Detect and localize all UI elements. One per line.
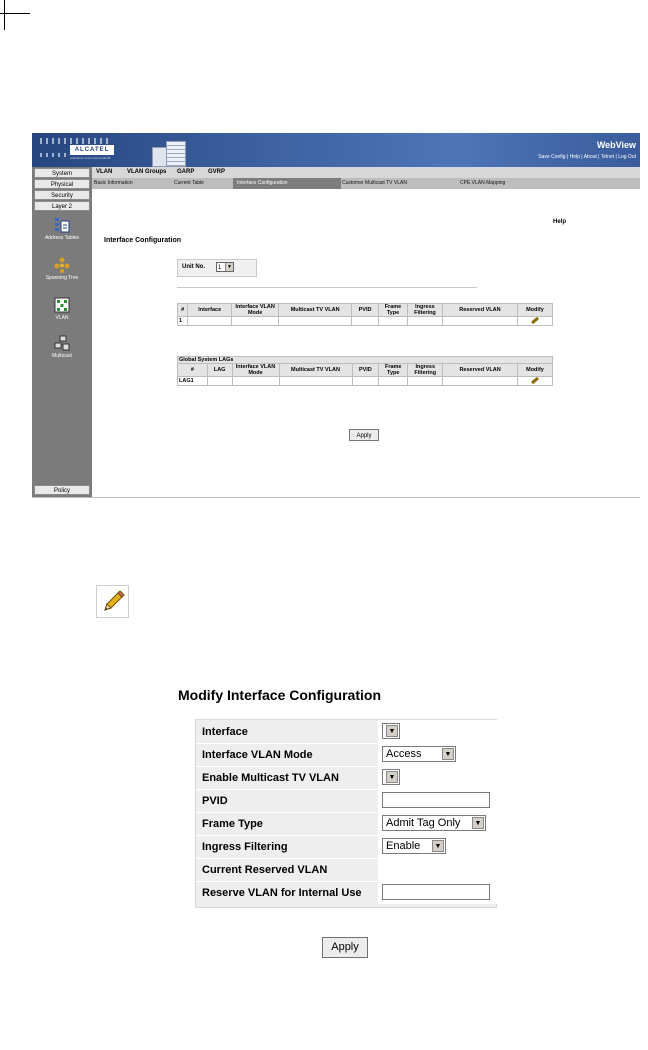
frame-type-value: Admit Tag Only (386, 817, 461, 829)
crop-mark-vertical (4, 0, 5, 30)
column-header: Multicast TV VLAN (279, 304, 352, 317)
form-row-current-reserved-vlan (196, 858, 496, 882)
column-header: PVID (352, 364, 379, 377)
tab-gvrp[interactable]: GVRP (208, 169, 226, 175)
tab-vlan-groups[interactable]: VLAN Groups (127, 169, 167, 175)
column-header: LAG (207, 364, 232, 377)
unit-label: Unit No. (182, 264, 205, 270)
column-header: # (178, 304, 188, 317)
form-row-ingress-filtering (196, 835, 496, 859)
cell (279, 377, 352, 386)
enable-multicast-tv-vlan-label: Enable Multicast TV VLAN (202, 772, 339, 784)
cell (442, 317, 517, 326)
sidebar-system-button[interactable]: System (34, 168, 90, 178)
ingress-filtering-label: Ingress Filtering (202, 841, 288, 853)
form-cell (378, 881, 497, 904)
interface-select[interactable] (382, 723, 400, 739)
cell (352, 377, 379, 386)
apply-button[interactable]: Apply (322, 937, 368, 958)
pvid-input[interactable] (382, 792, 490, 808)
sidebar-item-vlan[interactable] (32, 297, 92, 321)
app-name: WebView (596, 140, 636, 150)
row-id: LAG1 (178, 377, 208, 386)
address-tables-icon (54, 217, 70, 233)
about-link[interactable]: About (583, 154, 597, 160)
logo-dots (40, 138, 110, 144)
cell (188, 317, 232, 326)
pencil-icon (96, 585, 129, 618)
column-header: Multicast TV VLAN (279, 364, 352, 377)
sidebar-item-multicast[interactable] (32, 335, 92, 359)
enable-multicast-tv-vlan-select[interactable] (382, 769, 400, 785)
webview-screenshot (32, 133, 640, 498)
reserve-vlan-internal-label: Reserve VLAN for Internal Use (202, 887, 362, 899)
frame-type-select[interactable] (382, 815, 486, 831)
chevron-down-icon: ▼ (472, 817, 484, 829)
pencil-icon[interactable] (531, 377, 539, 384)
form-cell (378, 812, 497, 835)
form-cell (378, 766, 497, 789)
cell (378, 317, 407, 326)
column-header: Interface (188, 304, 232, 317)
sidebar-item-label: Spanning Tree (45, 275, 79, 281)
lag-table (177, 356, 553, 386)
tab-garp[interactable]: GARP (177, 169, 195, 175)
chevron-down-icon: ▼ (386, 771, 398, 783)
interface-vlan-mode-select[interactable] (382, 746, 456, 762)
column-header: Interface VLAN Mode (232, 364, 279, 377)
logout-link[interactable]: Log Out (618, 154, 636, 160)
form-row-enable-multicast-tv-vlan (196, 766, 496, 790)
ingress-filtering-value: Enable (386, 840, 421, 852)
cell (232, 317, 279, 326)
header-banner (32, 133, 640, 167)
interface-vlan-mode-value: Access (386, 748, 422, 760)
interface-label: Interface (202, 726, 248, 738)
column-header: Ingress Filtering (408, 364, 443, 377)
column-header: PVID (352, 304, 379, 317)
form-cell (378, 835, 497, 858)
column-header: Reserved VLAN (443, 364, 518, 377)
form-row-interface-vlan-mode (196, 743, 496, 767)
chevron-down-icon: ▼ (225, 263, 233, 271)
vlan-icon (54, 297, 70, 313)
tab-vlan[interactable]: VLAN (96, 169, 113, 175)
logo-dots (40, 153, 66, 157)
help-link[interactable]: Help (569, 154, 580, 160)
column-header: Ingress Filtering (407, 304, 442, 317)
sidebar (32, 167, 92, 497)
sidebar-layer2-button[interactable]: Layer 2 (34, 201, 90, 211)
help-link[interactable]: Help (553, 219, 567, 225)
save-config-link[interactable]: Save Config (538, 154, 566, 160)
cell (207, 377, 232, 386)
main-tabs (92, 167, 640, 178)
form-cell (378, 858, 497, 881)
sidebar-item-label: VLAN (55, 315, 69, 321)
subtab-cpe-vlan-mapping[interactable]: CPE VLAN Mapping (460, 180, 506, 186)
sidebar-item-label: Multicast (52, 353, 72, 359)
cell (407, 317, 442, 326)
sidebar-policy-button[interactable]: Policy (34, 485, 90, 495)
unit-select-value: 1 (218, 265, 222, 271)
ingress-filtering-select[interactable] (382, 838, 446, 854)
column-header: Frame Type (379, 364, 408, 377)
column-header: Modify (517, 364, 552, 377)
form-cell (378, 789, 497, 812)
unit-select[interactable] (216, 262, 234, 272)
form-row-interface (196, 720, 496, 744)
sidebar-item-address-tables[interactable] (32, 217, 92, 241)
column-header: Interface VLAN Mode (232, 304, 279, 317)
building-icon (152, 139, 186, 165)
cell (352, 317, 379, 326)
subtab-interface-configuration[interactable]: Interface Configuration (233, 178, 341, 189)
pencil-icon[interactable] (531, 317, 539, 324)
column-header: Frame Type (378, 304, 407, 317)
form-cell (378, 720, 497, 743)
cell (379, 377, 408, 386)
divider (177, 287, 477, 288)
table-caption: Global System LAGs (178, 357, 553, 364)
spanning-tree-icon (54, 257, 70, 273)
sub-tabs (92, 178, 640, 189)
apply-button[interactable]: Apply (349, 429, 379, 441)
pvid-label: PVID (202, 795, 228, 807)
modify-interface-form (195, 719, 497, 908)
sidebar-item-label: Address Tables (44, 235, 80, 241)
modify-form-title: Modify Interface Configuration (178, 687, 381, 703)
current-reserved-vlan-label: Current Reserved VLAN (202, 864, 328, 876)
modify-cell (517, 377, 552, 386)
subtab-customer-multicast-tv-vlan[interactable]: Customer Multicast TV VLAN (342, 180, 407, 186)
form-row-frame-type (196, 812, 496, 836)
sidebar-physical-button[interactable]: Physical (34, 179, 90, 189)
cell (279, 317, 352, 326)
form-row-pvid (196, 789, 496, 813)
interface-table (177, 303, 553, 326)
crop-mark-horizontal (0, 13, 30, 14)
cell (443, 377, 518, 386)
sidebar-item-spanning-tree[interactable] (32, 257, 92, 281)
table-row (178, 317, 553, 326)
subtab-basic-information[interactable]: Basic Information (94, 180, 133, 186)
cell (408, 377, 443, 386)
telnet-link[interactable]: Telnet (600, 154, 615, 160)
form-cell (378, 743, 497, 766)
multicast-icon (54, 335, 70, 351)
chevron-down-icon: ▼ (432, 840, 444, 852)
column-header: Reserved VLAN (442, 304, 517, 317)
form-row-reserve-vlan-internal (196, 881, 496, 904)
modify-cell (517, 317, 552, 326)
reserve-vlan-internal-input[interactable] (382, 884, 490, 900)
sidebar-security-button[interactable]: Security (34, 190, 90, 200)
logo-tagline: Architects of an Internet World (70, 156, 111, 160)
table-row (178, 377, 553, 386)
page-title: Interface Configuration (104, 237, 182, 244)
top-links: Save Config | Help | About | Telnet | Log Out (538, 154, 636, 160)
interface-vlan-mode-label: Interface VLAN Mode (202, 749, 313, 761)
alcatel-logo: ALCATEL (70, 145, 114, 155)
row-id: 1 (178, 317, 188, 326)
frame-type-label: Frame Type (202, 818, 263, 830)
chevron-down-icon: ▼ (442, 748, 454, 760)
subtab-current-table[interactable]: Current Table (174, 180, 204, 186)
chevron-down-icon: ▼ (386, 725, 398, 737)
column-header: Modify (517, 304, 552, 317)
cell (232, 377, 279, 386)
column-header: # (178, 364, 208, 377)
content-area (92, 189, 640, 497)
unit-selector-box (177, 259, 257, 277)
